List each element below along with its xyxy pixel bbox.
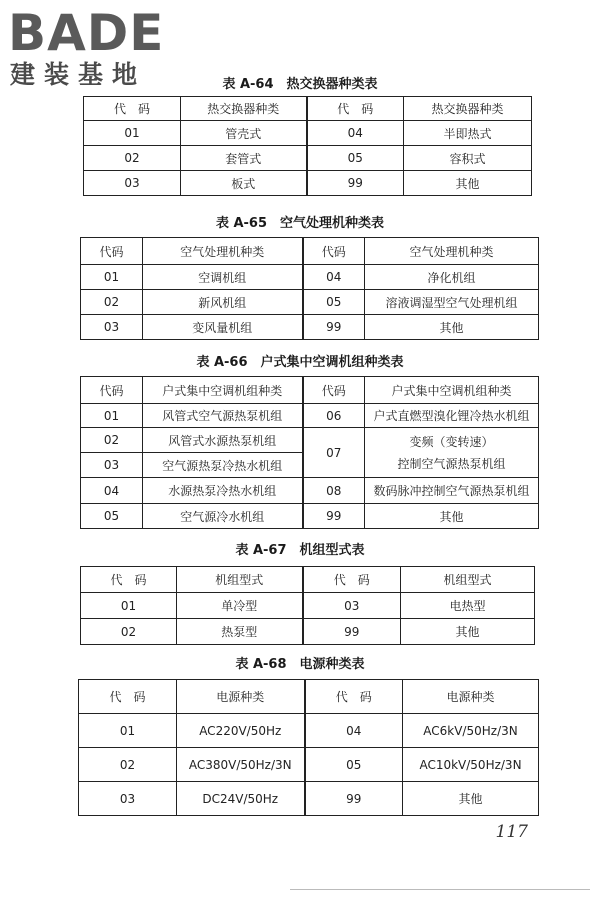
code-cell: 02 [81, 619, 177, 645]
type-cell: 空调机组 [143, 265, 303, 290]
code-cell: 04 [305, 714, 403, 748]
header-cell: 代 码 [79, 680, 177, 714]
code-cell: 01 [81, 404, 143, 428]
header-cell: 热交换器种类 [181, 97, 307, 121]
table-a68 [78, 679, 539, 816]
type-cell: 电热型 [401, 593, 535, 619]
header-cell: 机组型式 [401, 567, 535, 593]
table-header-row [84, 97, 532, 121]
header-cell: 电源种类 [403, 680, 539, 714]
header-cell: 代 码 [307, 97, 404, 121]
table-a68-title: 表 A-68 电源种类表 [235, 657, 365, 672]
type-cell: AC6kV/50Hz/3N [403, 714, 539, 748]
type-cell: 容积式 [404, 146, 532, 171]
type-cell: AC380V/50Hz/3N [177, 748, 305, 782]
code-cell: 02 [79, 748, 177, 782]
code-cell: 01 [84, 121, 181, 146]
table-row [84, 121, 532, 146]
header-cell: 户式集中空调机组种类 [365, 377, 539, 404]
type-cell: AC10kV/50Hz/3N [403, 748, 539, 782]
table-a64-title: 表 A-64 热交换器种类表 [222, 77, 378, 92]
table-header-row [81, 567, 535, 593]
type-cell: 半即热式 [404, 121, 532, 146]
type-cell: AC220V/50Hz [177, 714, 305, 748]
code-cell: 06 [303, 404, 365, 428]
logo-subtitle: 建装基地 [10, 60, 147, 89]
type-cell: 新风机组 [143, 290, 303, 315]
table-row [81, 428, 539, 453]
header-cell: 代 码 [81, 567, 177, 593]
code-cell: 08 [303, 478, 365, 504]
type-cell: 空气源冷水机组 [143, 504, 303, 529]
type-cell-line: 变频（变转速） [409, 434, 494, 449]
header-cell: 电源种类 [177, 680, 305, 714]
type-cell-line: 控制空气源热泵机组 [397, 456, 506, 471]
type-cell: 板式 [181, 171, 307, 196]
type-cell: DC24V/50Hz [177, 782, 305, 816]
code-cell: 01 [81, 265, 143, 290]
page-number: 117 [495, 822, 528, 842]
type-cell: 数码脉冲控制空气源热泵机组 [365, 478, 539, 504]
type-cell: 水源热泵冷热水机组 [143, 478, 303, 504]
type-cell: 净化机组 [365, 265, 539, 290]
code-cell: 99 [307, 171, 404, 196]
code-cell: 99 [303, 315, 365, 340]
table-header-row [81, 238, 539, 265]
table-a66-title: 表 A-66 户式集中空调机组种类表 [196, 355, 404, 370]
code-cell: 05 [305, 748, 403, 782]
code-cell: 05 [81, 504, 143, 529]
table-row [81, 315, 539, 340]
code-cell: 04 [307, 121, 404, 146]
type-cell: 其他 [365, 315, 539, 340]
header-cell: 代 码 [305, 680, 403, 714]
code-cell: 03 [84, 171, 181, 196]
table-row [81, 593, 535, 619]
code-cell: 03 [81, 453, 143, 478]
header-cell: 代码 [303, 238, 365, 265]
table-row [81, 265, 539, 290]
type-cell: 风管式水源热泵机组 [143, 428, 303, 453]
code-cell: 01 [79, 714, 177, 748]
type-cell: 风管式空气源热泵机组 [143, 404, 303, 428]
table-row [81, 504, 539, 529]
header-cell: 热交换器种类 [404, 97, 532, 121]
table-row [81, 619, 535, 645]
type-cell: 其他 [365, 504, 539, 529]
code-cell: 02 [81, 428, 143, 453]
code-cell: 99 [303, 619, 401, 645]
header-cell: 代码 [81, 377, 143, 404]
type-cell: 空气源热泵冷热水机组 [143, 453, 303, 478]
code-cell: 03 [79, 782, 177, 816]
code-cell: 05 [307, 146, 404, 171]
code-cell: 04 [303, 265, 365, 290]
bottom-divider [290, 889, 590, 890]
type-cell: 套管式 [181, 146, 307, 171]
table-a65 [80, 237, 539, 340]
code-cell: 02 [84, 146, 181, 171]
table-row [84, 171, 532, 196]
type-cell: 户式直燃型溴化锂冷热水机组 [365, 404, 539, 428]
header-cell: 代码 [303, 377, 365, 404]
header-cell: 空气处理机种类 [365, 238, 539, 265]
table-row [79, 748, 539, 782]
table-row [81, 478, 539, 504]
table-row [79, 714, 539, 748]
type-cell: 管壳式 [181, 121, 307, 146]
header-cell: 代 码 [303, 567, 401, 593]
code-cell: 03 [303, 593, 401, 619]
table-header-row [81, 377, 539, 404]
type-cell: 其他 [404, 171, 532, 196]
header-cell: 空气处理机种类 [143, 238, 303, 265]
code-cell: 99 [303, 504, 365, 529]
code-cell: 02 [81, 290, 143, 315]
table-row [81, 290, 539, 315]
code-cell: 07 [303, 428, 365, 478]
code-cell: 04 [81, 478, 143, 504]
code-cell: 99 [305, 782, 403, 816]
code-cell: 03 [81, 315, 143, 340]
type-cell: 其他 [401, 619, 535, 645]
table-a64 [83, 96, 532, 196]
table-a65-title: 表 A-65 空气处理机种类表 [215, 216, 385, 231]
header-cell: 代 码 [84, 97, 181, 121]
type-cell: 变风量机组 [143, 315, 303, 340]
code-cell: 05 [303, 290, 365, 315]
table-row [84, 146, 532, 171]
type-cell: 热泵型 [177, 619, 303, 645]
table-header-row [79, 680, 539, 714]
table-a67-title: 表 A-67 机组型式表 [235, 543, 365, 558]
type-cell: 其他 [403, 782, 539, 816]
type-cell: 溶液调湿型空气处理机组 [365, 290, 539, 315]
code-cell: 01 [81, 593, 177, 619]
table-row [79, 782, 539, 816]
type-cell-multiline [365, 428, 539, 478]
header-cell: 户式集中空调机组种类 [143, 377, 303, 404]
type-cell: 单冷型 [177, 593, 303, 619]
table-row [81, 404, 539, 428]
table-a67 [80, 566, 535, 645]
logo-wordmark: BADE [8, 4, 165, 62]
header-cell: 代码 [81, 238, 143, 265]
header-cell: 机组型式 [177, 567, 303, 593]
table-a66 [80, 376, 539, 529]
